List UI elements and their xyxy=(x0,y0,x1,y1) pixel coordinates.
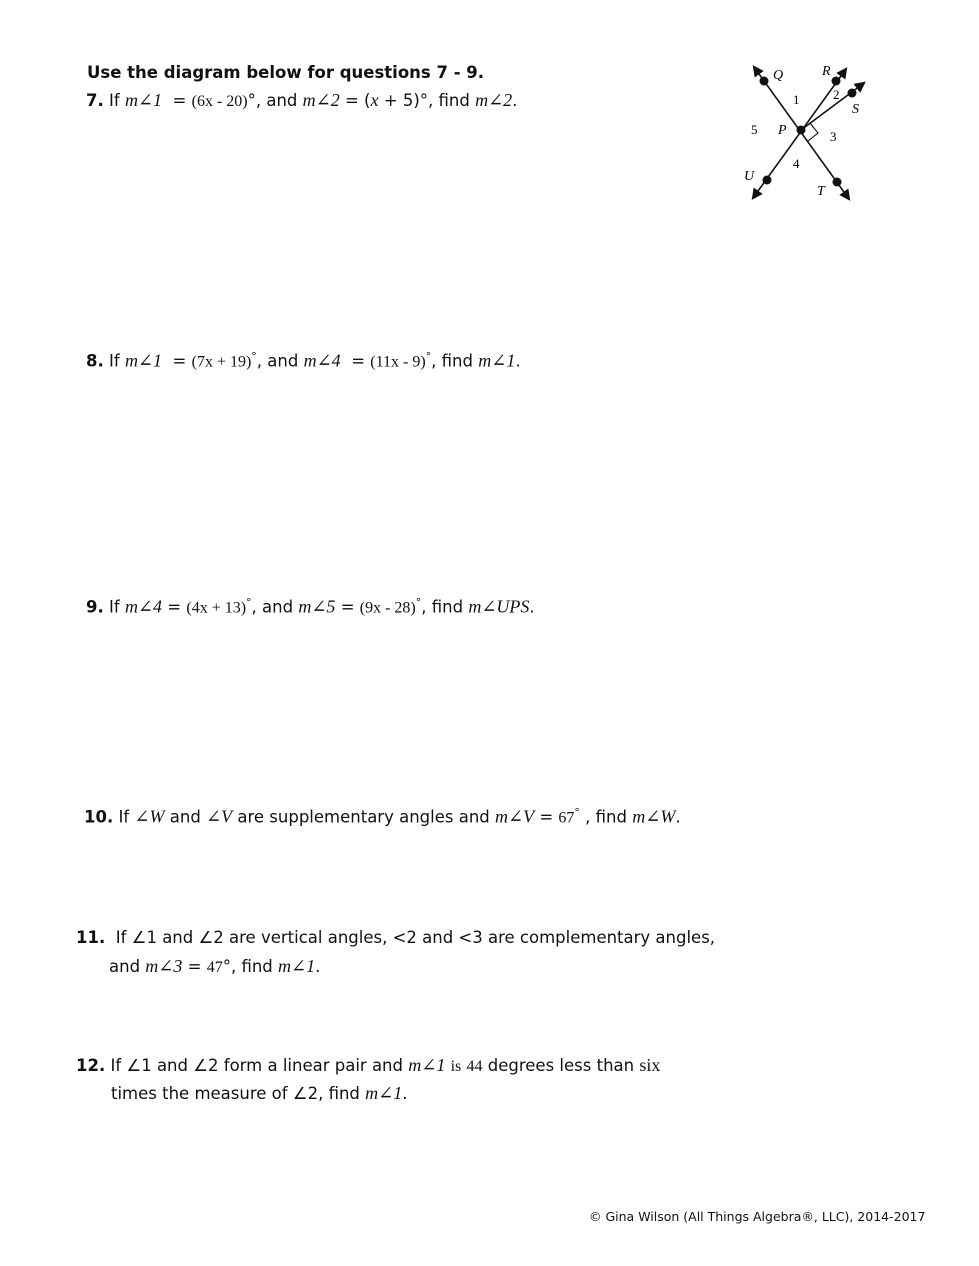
point-U xyxy=(763,176,772,185)
question-12: 12. If ∠1 and ∠2 form a linear pair and m∠1 is 44 degrees less than six xyxy=(76,1055,661,1075)
angle-expression: m∠5 xyxy=(298,596,336,617)
question-number: 12. xyxy=(76,1056,106,1075)
angle-expression: m∠1 xyxy=(478,350,516,371)
angle-expression: m∠3 xyxy=(145,956,183,976)
label-T: T xyxy=(817,184,825,199)
point-Q xyxy=(760,77,769,86)
angle-expression: m∠1 xyxy=(278,956,316,976)
angle-expression: m∠2 xyxy=(302,90,340,110)
angle-expression: m∠2 xyxy=(475,90,513,110)
point-S xyxy=(848,89,857,98)
question-number: 8. xyxy=(86,351,104,371)
expression: (11x - 9) xyxy=(370,353,426,371)
angle-expression: ∠W xyxy=(134,806,165,827)
label-S: S xyxy=(852,102,859,117)
question-8: 8. If m∠1 = (7x + 19)°, and m∠4 = (11x - 9)°, find m∠1. xyxy=(86,350,521,371)
label-P: P xyxy=(778,123,787,138)
expression: (7x + 19) xyxy=(191,353,252,371)
label-R: R xyxy=(822,64,831,79)
instruction-heading: Use the diagram below for questions 7 - 9. xyxy=(87,63,485,82)
angle-expression: m∠1 xyxy=(365,1083,403,1103)
angle-expression: m∠1 xyxy=(124,350,163,371)
question-10: 10. If ∠W and ∠V are supplementary angles and m∠V = 67° , find m∠W. xyxy=(84,806,681,827)
expression: (9x - 28) xyxy=(359,599,416,617)
angle-label-2: 2 xyxy=(833,87,840,102)
angle-label-5: 5 xyxy=(751,122,758,137)
angle-expression: ∠V xyxy=(206,806,233,827)
label-Q: Q xyxy=(773,68,784,83)
angle-expression: m∠W xyxy=(632,806,676,827)
angle-label-3: 3 xyxy=(830,129,837,144)
right-angle-mark xyxy=(808,123,818,141)
label-U: U xyxy=(744,169,755,184)
question-9: 9. If m∠4 = (4x + 13)°, and m∠5 = (9x - 28)°, find m∠UPS. xyxy=(86,596,535,617)
angle-expression: m∠1 xyxy=(408,1055,446,1075)
question-number: 10. xyxy=(84,807,114,827)
question-number: 9. xyxy=(86,597,104,617)
angle-expression: m∠4 xyxy=(124,596,163,617)
angle-expression: m∠1 xyxy=(124,90,163,110)
point-R xyxy=(832,77,841,86)
expression: 67 xyxy=(558,809,575,827)
angle-label-1: 1 xyxy=(793,92,800,107)
angle-expression: m∠UPS xyxy=(468,596,530,617)
expression: 44 xyxy=(466,1058,483,1075)
question-11-line-2: and m∠3 = 47°, find m∠1. xyxy=(109,956,321,976)
question-number: 11. xyxy=(76,928,106,947)
angle-expression: m∠4 xyxy=(303,350,341,371)
question-12-line-2: times the measure of ∠2, find m∠1. xyxy=(111,1083,408,1103)
copyright-footer: © Gina Wilson (All Things Algebra®, LLC), 2014-2017 xyxy=(589,1209,926,1224)
angle-expression: m∠V xyxy=(495,806,535,827)
expression: (6x - 20) xyxy=(191,93,248,110)
expression: six xyxy=(639,1055,661,1075)
angle-diagram xyxy=(730,55,880,210)
point-P xyxy=(797,126,806,135)
question-number: 7. xyxy=(86,91,104,110)
question-11: 11. If ∠1 and ∠2 are vertical angles, <2 and <3 are complementary angles, xyxy=(76,928,716,947)
point-T xyxy=(833,178,842,187)
question-7: 7. If m∠1 = (6x - 20)°, and m∠2 = (x + 5)°, find m∠2. xyxy=(86,90,518,110)
angle-label-4: 4 xyxy=(793,156,800,171)
expression: 47 xyxy=(206,959,223,976)
expression: (4x + 13) xyxy=(186,599,247,617)
